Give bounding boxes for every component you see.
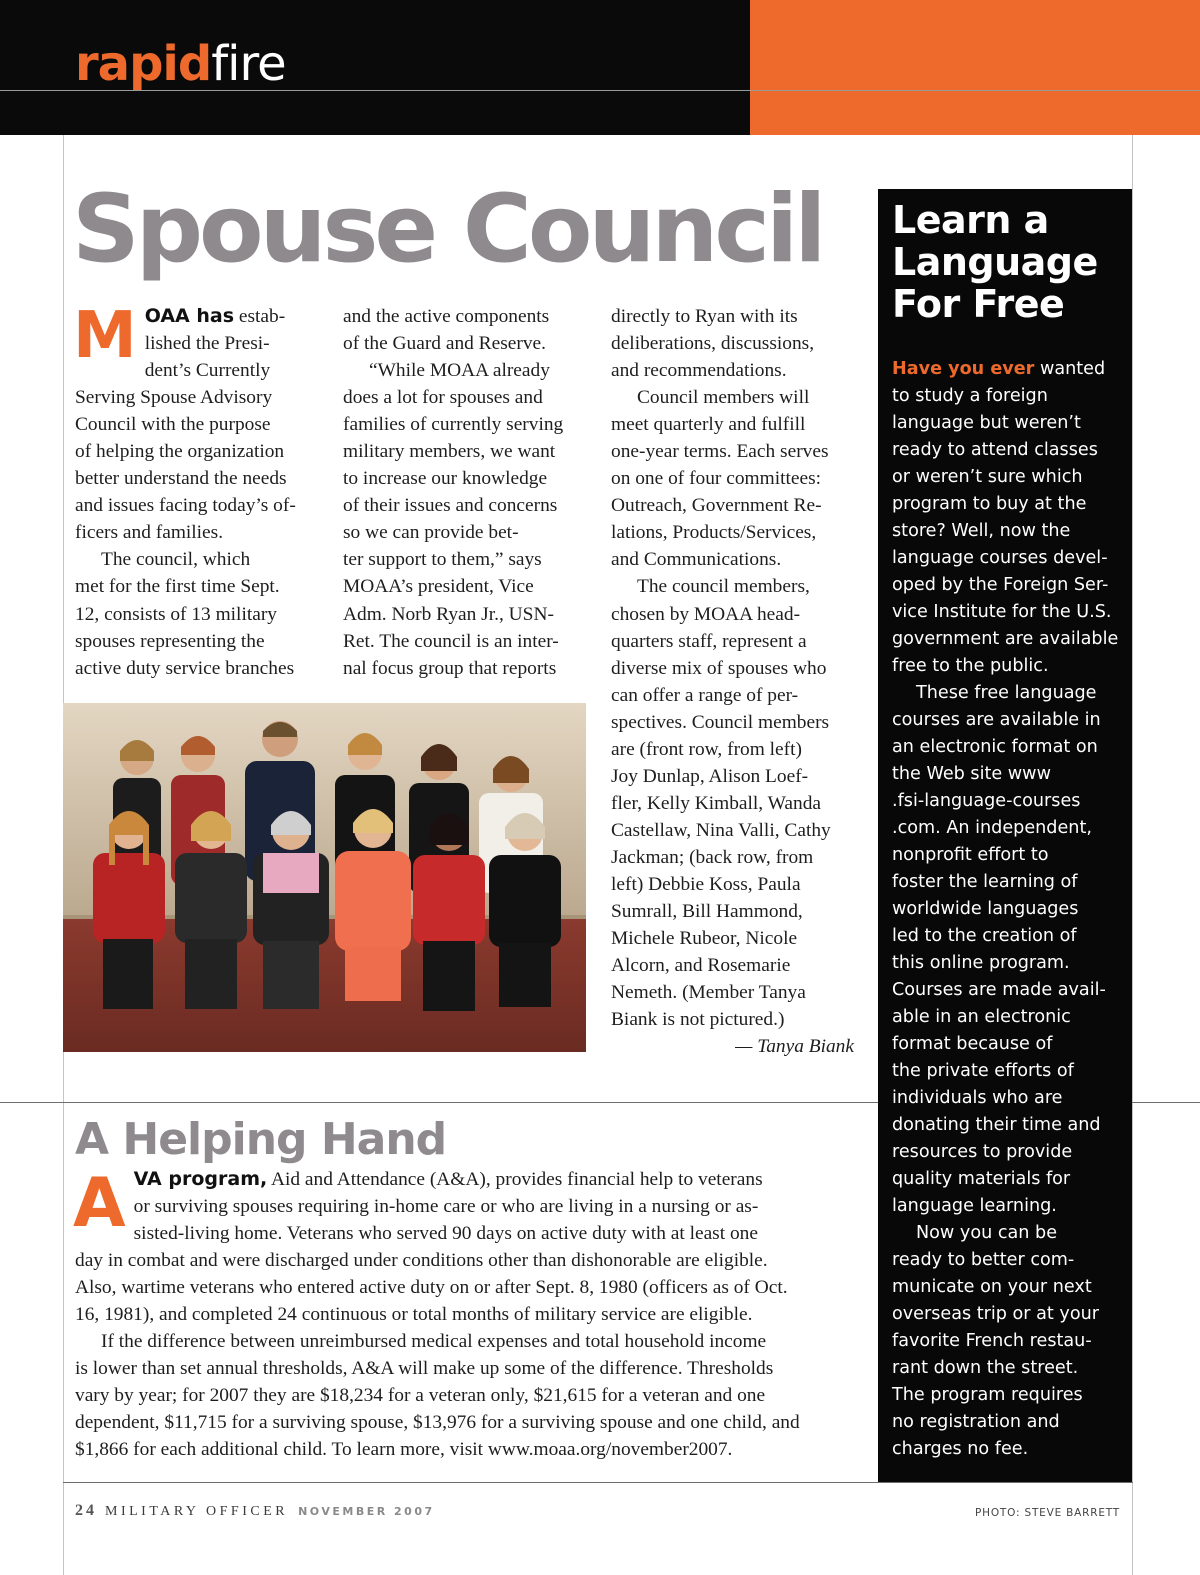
sidebar-line: store? Well, now the <box>892 521 1071 541</box>
article1-col3-line: diverse mix of spouses who <box>611 657 827 679</box>
sidebar-line: favorite French restau- <box>892 1331 1092 1351</box>
sidebar-line: language but weren’t <box>892 413 1081 433</box>
sidebar-line: to study a foreign <box>892 386 1048 406</box>
article1-col3-line: are (front row, from left) <box>611 738 802 760</box>
sidebar-line: program to buy at the <box>892 494 1087 514</box>
article2-line: VA program, Aid and Attendance (A&A), provides financial help to veterans <box>133 1168 763 1190</box>
sidebar-line: this online program. <box>892 953 1070 973</box>
article1-col2-line: Adm. Norb Ryan Jr., USN- <box>343 603 554 625</box>
article1-col2-line: so we can provide bet- <box>343 522 519 544</box>
article1-col3-line: and Communications. <box>611 549 782 571</box>
article-headline-helping-hand: A Helping Hand <box>75 1114 447 1165</box>
article1-col1-line: met for the first time Sept. <box>75 576 280 598</box>
article2-body <box>75 1166 865 1464</box>
sidebar-line: government are available <box>892 629 1119 649</box>
article1-col3-line: left) Debbie Koss, Paula <box>611 873 801 895</box>
article1-col1-line: lished the Presi- <box>144 333 270 355</box>
article1-col3-line: Alcorn, and Rosemarie <box>611 955 791 977</box>
footer-folio <box>75 1502 435 1520</box>
article1-col2-line: MOAA’s president, Vice <box>343 576 534 598</box>
article1-col1-line: Council with the purpose <box>75 414 271 436</box>
sidebar-line: led to the creation of <box>892 926 1077 946</box>
article1-col2-line: Ret. The council is an inter- <box>343 630 559 652</box>
sidebar-line: worldwide languages <box>892 899 1079 919</box>
article1-col3-line: and recommendations. <box>611 360 787 382</box>
article1-col1-line: spouses representing the <box>75 630 265 652</box>
sidebar-line: ready to attend classes <box>892 440 1098 460</box>
sidebar-line: The program requires <box>892 1385 1083 1405</box>
section-title <box>75 36 286 92</box>
sidebar-line: able in an electronic <box>892 1007 1071 1027</box>
sidebar-line: courses are available in <box>892 710 1101 730</box>
article1-col1-line: better understand the needs <box>75 468 287 490</box>
article1-col3-line: Biank is not pictured.) <box>611 1009 785 1031</box>
sidebar-line: nonprofit effort to <box>892 845 1049 865</box>
article2-line: 16, 1981), and completed 24 continuous or total months of military service are eligible. <box>75 1304 753 1326</box>
article1-col3-line: can offer a range of per- <box>611 684 799 706</box>
sidebar-line: language learning. <box>892 1196 1057 1216</box>
sidebar-line: format because of <box>892 1034 1053 1054</box>
dropcap-a: A <box>73 1164 126 1243</box>
sidebar-line: charges no fee. <box>892 1439 1029 1459</box>
photo-credit: PHOTO: STEVE BARRETT <box>975 1507 1120 1519</box>
sidebar-line: resources to provide <box>892 1142 1073 1162</box>
article1-col2-line: military members, we want <box>343 441 556 463</box>
article1-col1-line: dent’s Currently <box>144 360 271 382</box>
article1-col3-line: Joy Dunlap, Alison Loef- <box>611 765 809 787</box>
article1-col3-line: deliberations, discussions, <box>611 333 815 355</box>
page-number: 24 <box>75 1502 97 1519</box>
sidebar-line: .fsi-language-courses <box>892 791 1081 811</box>
article2-line: day in combat and were discharged under conditions other than dishonorable are eligible. <box>75 1250 768 1272</box>
article1-col3-line: on one of four committees: <box>611 468 822 490</box>
article1-col3-line: Castellaw, Nina Valli, Cathy <box>611 819 831 841</box>
article1-col2-line: of the Guard and Reserve. <box>343 333 546 355</box>
article1-col3-line: spectives. Council members <box>611 711 830 733</box>
group-photo-illustration <box>63 703 586 1052</box>
sidebar-line: foster the learning of <box>892 872 1078 892</box>
sidebar-line: Now you can be <box>916 1223 1058 1243</box>
article-byline: — Tanya Biank <box>735 1036 854 1058</box>
article1-col2-line: families of currently serving <box>343 414 564 436</box>
sidebar-line: individuals who are <box>892 1088 1063 1108</box>
article1-col3-line: Sumrall, Bill Hammond, <box>611 901 803 923</box>
article1-col3-line: Michele Rubeor, Nicole <box>611 928 798 950</box>
sidebar-line: free to the public. <box>892 656 1049 676</box>
article1-col3-line: Jackman; (back row, from <box>611 846 814 868</box>
sidebar-line: Courses are made avail- <box>892 980 1106 1000</box>
article1-col1-line: and issues facing today’s of- <box>75 495 296 517</box>
article1-col3-line: meet quarterly and fulfill <box>611 414 806 436</box>
article2-line: sisted-living home. Veterans who served 90 days on active duty with at least one <box>133 1223 758 1245</box>
article1-col3-line: quarters staff, represent a <box>611 630 807 652</box>
article2-line: dependent, $11,715 for a surviving spouse, $13,976 for a surviving spouse and one child, and <box>75 1412 800 1434</box>
issue-date: NOVEMBER 2007 <box>298 1505 435 1518</box>
sidebar-line: Have you ever wanted <box>892 359 1106 379</box>
article1-col1-line: OAA has estab- <box>144 305 286 327</box>
sidebar-line: no registration and <box>892 1412 1060 1432</box>
article1-column-1 <box>73 299 325 682</box>
article2-line: is lower than set annual thresholds, A&A will make up some of the difference. Thresholds <box>75 1358 774 1380</box>
article1-col3-line: chosen by MOAA head- <box>611 603 801 625</box>
article1-col1-line: of helping the organization <box>75 441 285 463</box>
article1-col2-line: to increase our knowledge <box>343 468 548 490</box>
article2-line: $1,866 for each additional child. To learn more, visit www.moaa.org/november2007. <box>75 1439 733 1461</box>
sidebar-line: ready to better com- <box>892 1250 1075 1270</box>
sidebar-line: an electronic format on <box>892 737 1098 757</box>
article1-col3-line: Council members will <box>637 387 810 409</box>
lead-bold-text: OAA has <box>144 305 235 327</box>
article1-col1-line: Serving Spouse Advisory <box>75 387 273 409</box>
sidebar-line: or weren’t sure which <box>892 467 1083 487</box>
sidebar-learn-language <box>878 189 1132 1482</box>
sidebar-line: the Web site www <box>892 764 1051 784</box>
section-title-light: fire <box>211 36 286 92</box>
article1-col2-line: of their issues and concerns <box>343 495 558 517</box>
sidebar-line: .com. An independent, <box>892 818 1092 838</box>
article2-line: Also, wartime veterans who entered active duty on or after Sept. 8, 1980 (officers as of Oct. <box>75 1277 788 1299</box>
sidebar-line: language courses devel- <box>892 548 1108 568</box>
sidebar-line: These free language <box>916 683 1097 703</box>
right-frame-line <box>1132 135 1133 1575</box>
sidebar-line: rant down the street. <box>892 1358 1079 1378</box>
article1-col3-line: Outreach, Government Re- <box>611 495 822 517</box>
header-orange-band <box>750 0 1200 135</box>
sidebar-body <box>892 356 1132 1463</box>
article-headline-spouse-council: Spouse Council <box>72 175 823 284</box>
article1-col3-line: one-year terms. Each serves <box>611 441 829 463</box>
sidebar-line: vice Institute for the U.S. <box>892 602 1112 622</box>
article1-col1-line: The council, which <box>101 549 251 571</box>
sidebar-line: donating their time and <box>892 1115 1101 1135</box>
article1-col2-line: “While MOAA already <box>369 360 550 382</box>
article1-col2-line: nal focus group that reports <box>343 657 557 679</box>
sidebar-title: Learn a Language For Free <box>892 198 1098 326</box>
sidebar-lead: Have you ever <box>892 359 1035 379</box>
article1-col3-line: Nemeth. (Member Tanya <box>611 982 806 1004</box>
article2-line: or surviving spouses requiring in-home care or who are living in a nursing or as- <box>133 1196 759 1218</box>
article1-col3-line: directly to Ryan with its <box>611 306 798 327</box>
lead-bold-text: VA program, <box>133 1168 268 1190</box>
article1-col2-line: does a lot for spouses and <box>343 387 543 409</box>
sidebar-line: the private efforts of <box>892 1061 1074 1081</box>
sidebar-line: quality materials for <box>892 1169 1071 1189</box>
article1-col3-line: lations, Products/Services, <box>611 522 817 544</box>
article1-col1-line: active duty service branches <box>75 657 295 679</box>
article2-line: If the difference between unreimbursed medical expenses and total household income <box>101 1331 767 1353</box>
dropcap-m: M <box>73 299 137 373</box>
magazine-name: MILITARY OFFICER <box>105 1504 289 1519</box>
article1-col2-line: and the active components <box>343 306 550 327</box>
sidebar-line: oped by the Foreign Ser- <box>892 575 1109 595</box>
sidebar-line: overseas trip or at your <box>892 1304 1099 1324</box>
article1-col2-line: ter support to them,” says <box>343 549 542 571</box>
article1-col1-line: 12, consists of 13 military <box>75 603 277 625</box>
article1-col3-line: fler, Kelly Kimball, Wanda <box>611 792 822 814</box>
sidebar-line: municate on your next <box>892 1277 1092 1297</box>
council-group-photo <box>63 703 586 1052</box>
article2-line: vary by year; for 2007 they are $18,234 for a veteran only, $21,615 for a veteran and one <box>75 1385 766 1407</box>
footer-rule <box>63 1482 1133 1483</box>
section-title-bold: rapid <box>75 36 212 92</box>
article1-col1-line: ficers and families. <box>75 522 224 544</box>
article1-column-3 <box>611 303 856 1060</box>
article1-col3-line: The council members, <box>637 576 810 598</box>
article1-column-2 <box>343 303 593 682</box>
